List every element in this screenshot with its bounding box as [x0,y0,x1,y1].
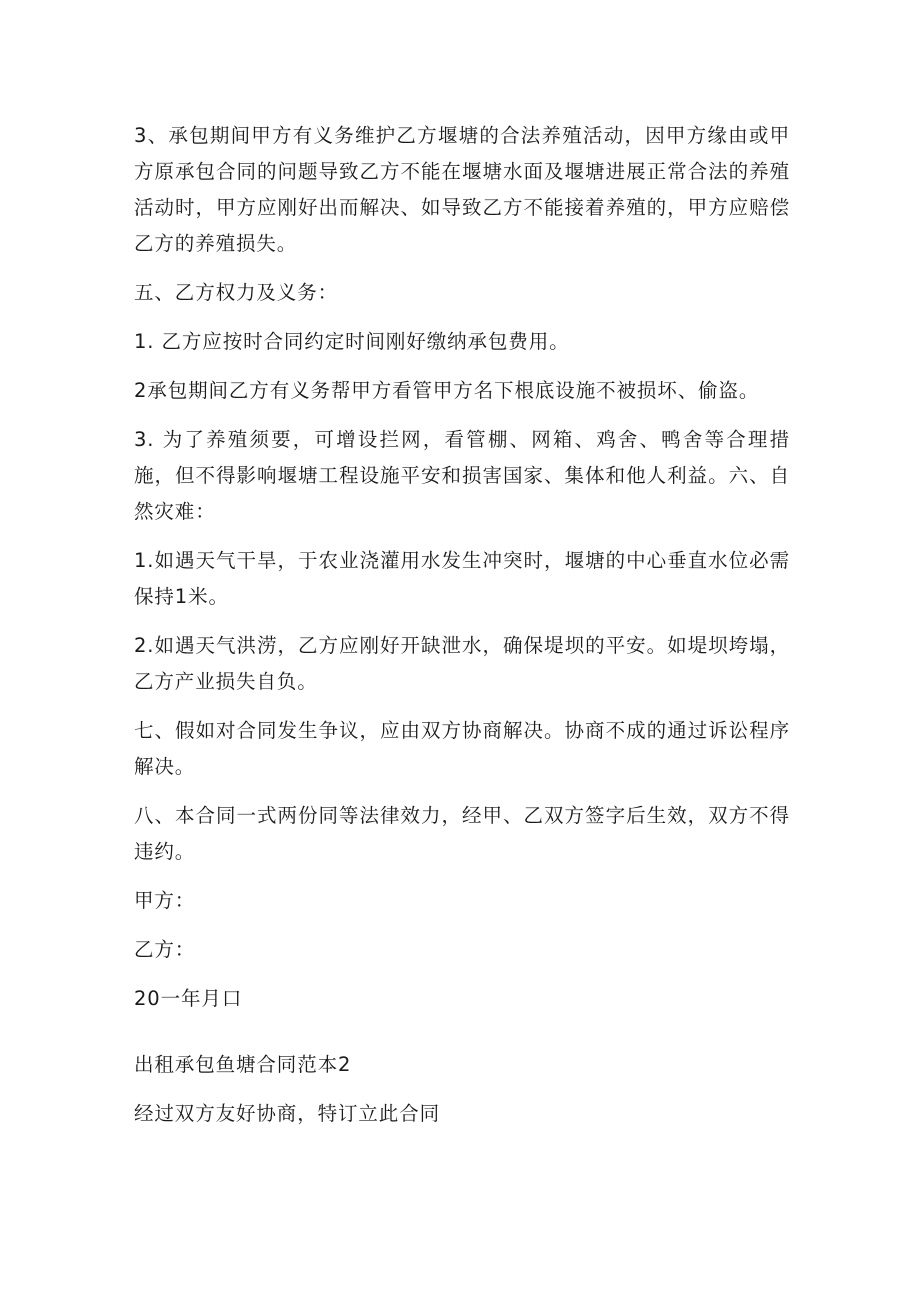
section-8: 八、本合同一式两份同等法律效力，经甲、乙双方签字后生效，双方不得违约。 [134,804,790,863]
contract-2-intro: 经过双方友好协商，特订立此合同 [134,1102,441,1125]
party-a-signature-line: 甲方： [134,889,196,912]
contract-title-2: 出租承包鱼塘合同范本2 [134,1053,352,1076]
section-7: 七、假如对合同发生争议，应由双方协商解决。协商不成的通过诉讼程序解决。 [134,719,790,778]
section-5-heading: 五、乙方权力及义务： [134,281,339,304]
clause-5-3: 3. 为了养殖须要，可增设拦网，看管棚、网箱、鸡舍、鸭舍等合理措施，但不得影响堰塘工程设施平安和损害国家、集体和他人利益。六、自然灾难： [134,428,790,523]
clause-5-2: 2承包期间乙方有义务帮甲方看管甲方名下根底设施不被损坏、偷盗。 [134,379,760,402]
clause-6-1: 1.如遇天气干旱，于农业浇灌用水发生冲突时，堰塘的中心垂直水位必需保持1米。 [134,549,790,608]
clause-6-2: 2.如遇天气洪涝，乙方应刚好开缺泄水，确保堤坝的平安。如堤坝垮塌，乙方产业损失自负。 [134,634,790,693]
date-line: 20一年月口 [134,987,243,1010]
party-b-signature-line: 乙方： [134,938,196,961]
clause-5-1: 1. 乙方应按时合同约定时间刚好缴纳承包费用。 [134,330,570,353]
document-body [134,118,790,1132]
clause-3-party-a-duty: 3、承包期间甲方有义务维护乙方堰塘的合法养殖活动，因甲方缘由或甲方原承包合同的问题导致乙方不能在堰塘水面及堰塘进展正常合法的养殖活动时，甲方应刚好出而解决、如导致乙方不能接着养殖的，甲方应赔偿乙方的养殖损失。 [134,124,790,255]
